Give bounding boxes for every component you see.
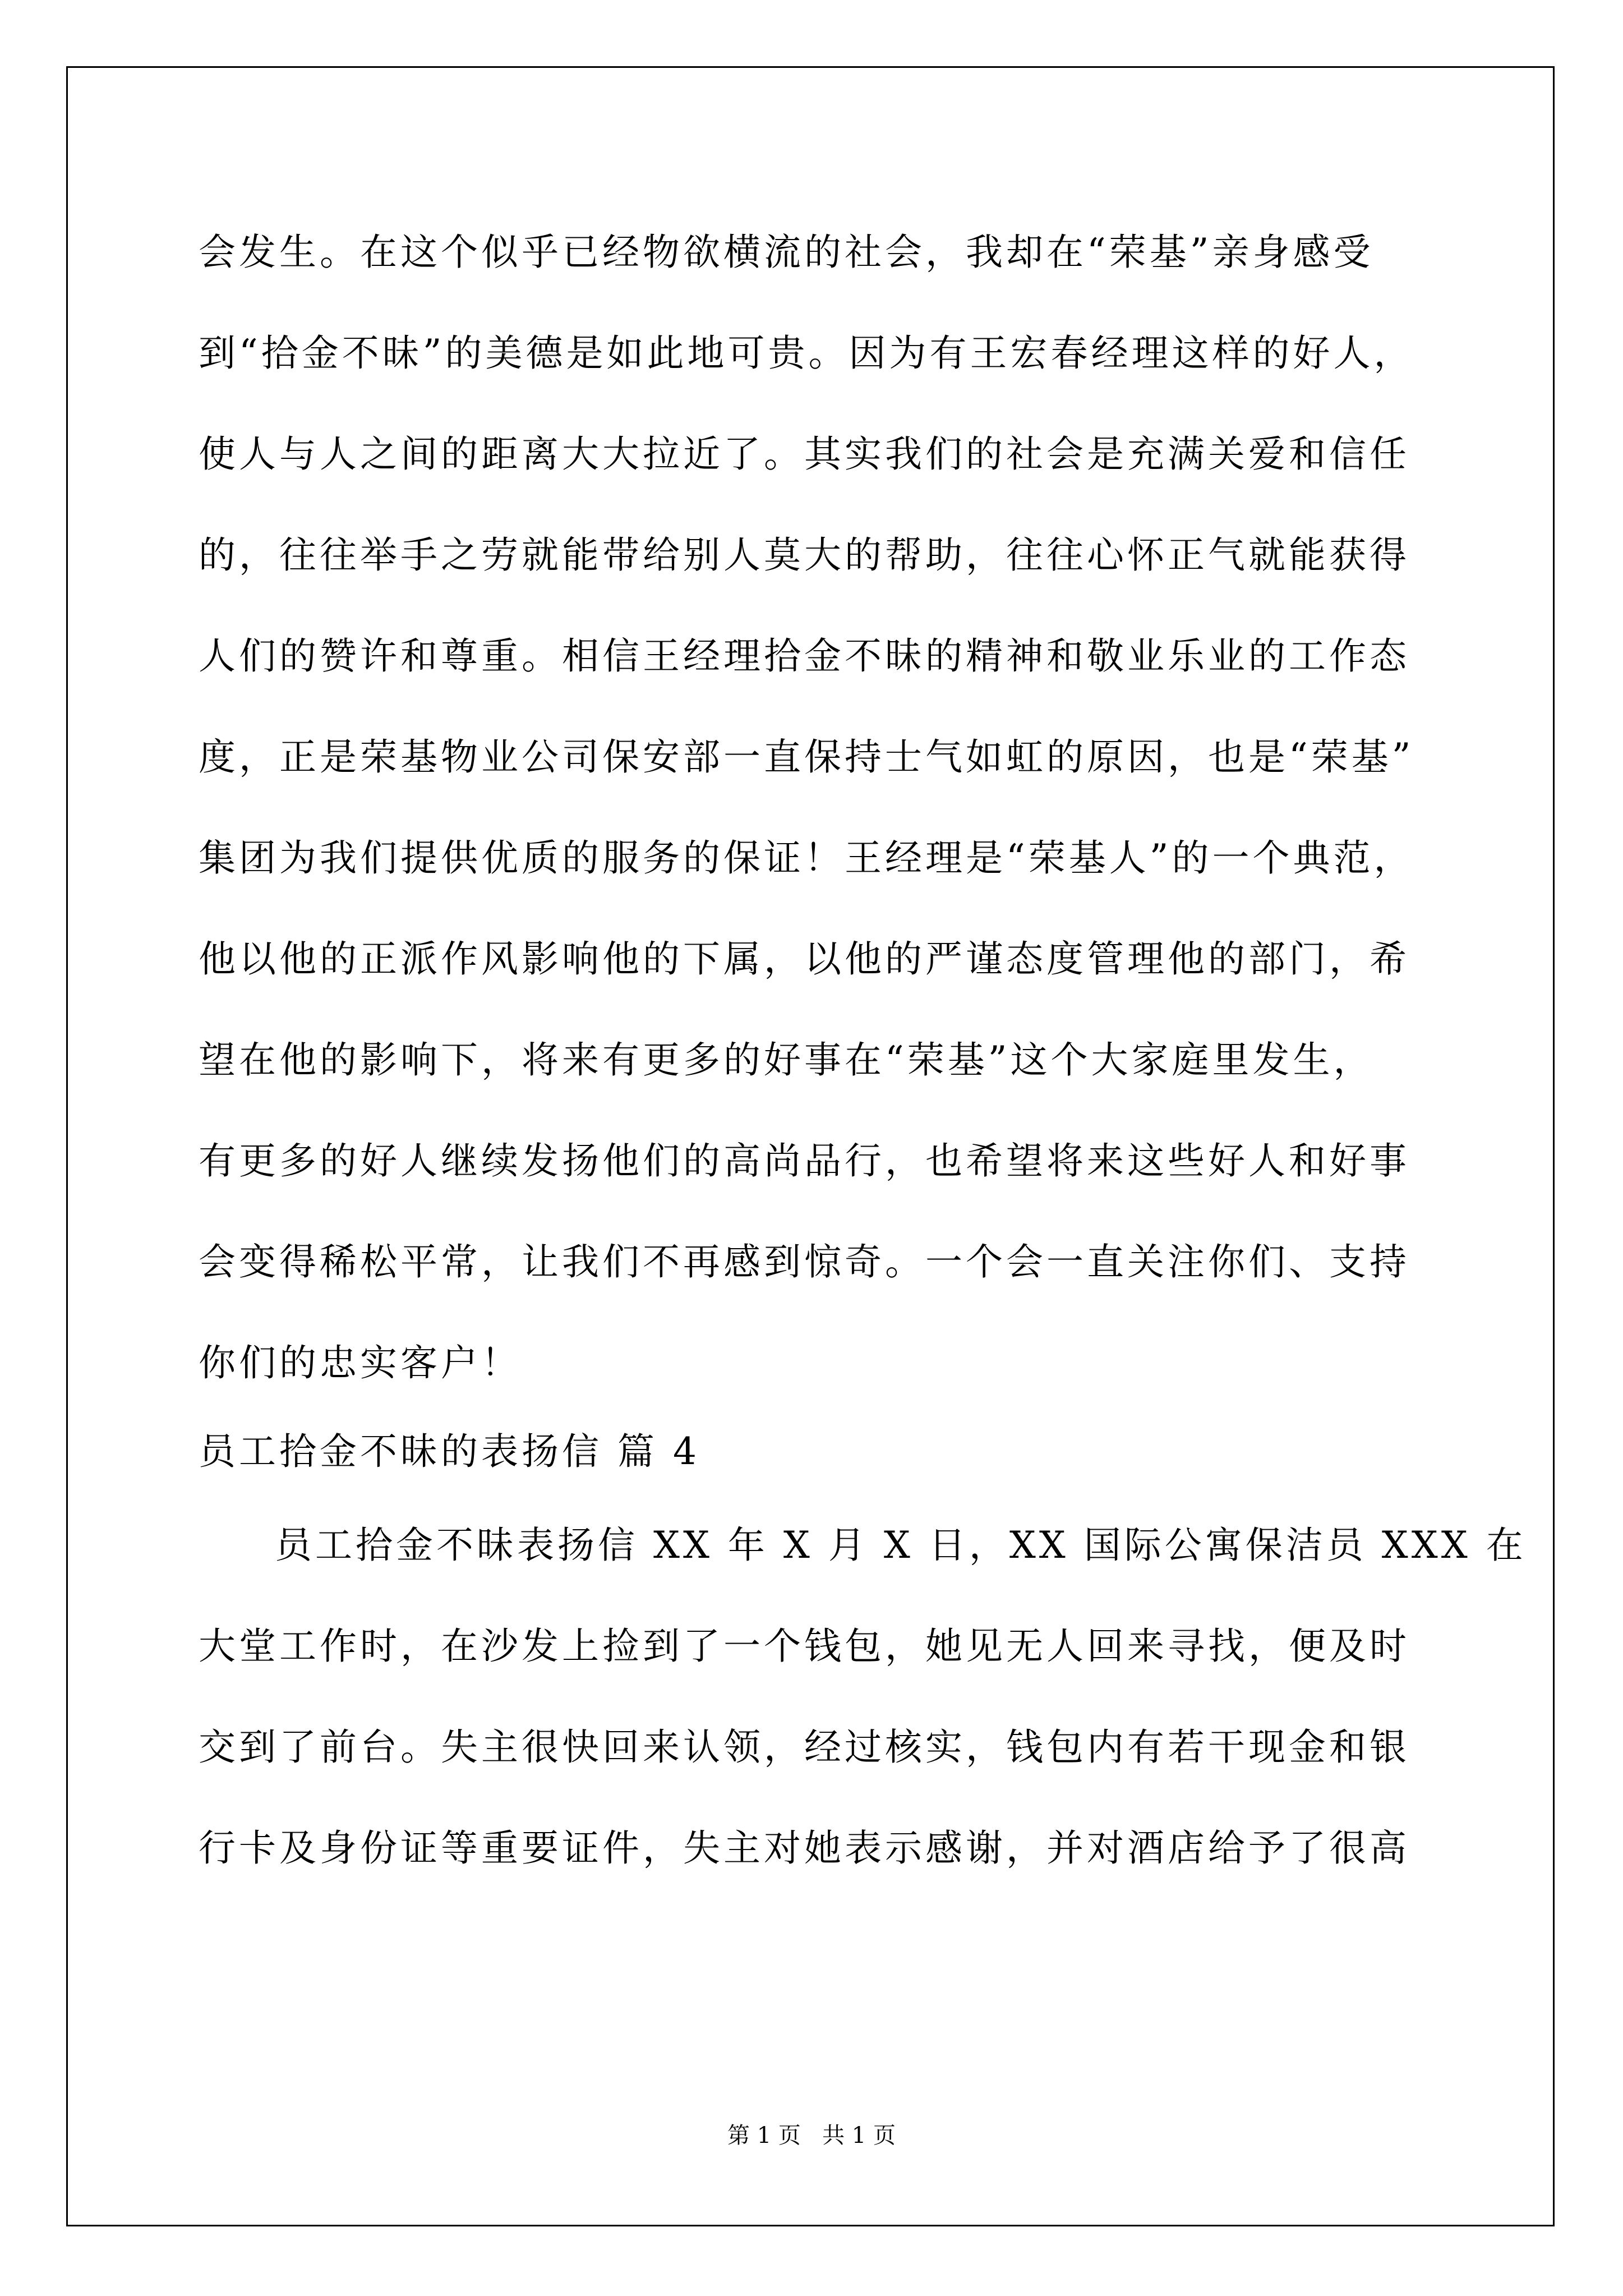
body-line: 大堂工作时，在沙发上捡到了一个钱包，她见无人回来寻找，便及时 (199, 1625, 1410, 1668)
section-heading: 员工拾金不昧的表扬信 篇 4 (199, 1430, 700, 1473)
body-line: 有更多的好人继续发扬他们的高尚品行，也希望将来这些好人和好事 (199, 1139, 1410, 1182)
body-line: 会变得稀松平常，让我们不再感到惊奇。一个会一直关注你们、支持 (199, 1240, 1410, 1283)
body-line: 的，往往举手之劳就能带给别人莫大的帮助，往往心怀正气就能获得 (199, 533, 1410, 577)
body-line: 他以他的正派作风影响他的下属，以他的严谨态度管理他的部门，希 (199, 937, 1410, 981)
body-line: 到“拾金不昧”的美德是如此地可贵。因为有王宏春经理这样的好人， (199, 332, 1414, 375)
body-line: 集团为我们提供优质的服务的保证！王经理是“荣基人”的一个典范， (199, 836, 1414, 880)
body-line: 员工拾金不昧表扬信 XX 年 X 月 X 日，XX 国际公寓保洁员 XXX 在 (275, 1524, 1527, 1567)
body-line: 会发生。在这个似乎已经物欲横流的社会，我却在“荣基”亲身感受 (199, 231, 1374, 274)
body-line: 度，正是荣基物业公司保安部一直保持士气如虹的原因，也是“荣基” (199, 735, 1414, 779)
body-line: 行卡及身份证等重要证件，失主对她表示感谢，并对酒店给予了很高 (199, 1826, 1410, 1870)
body-line: 交到了前台。失主很快回来认领，经过核实，钱包内有若干现金和银 (199, 1726, 1410, 1769)
body-line: 人们的赞许和尊重。相信王经理拾金不昧的精神和敬业乐业的工作态 (199, 634, 1410, 678)
body-line: 使人与人之间的距离大大拉近了。其实我们的社会是充满关爱和信任 (199, 432, 1410, 476)
page-footer: 第 1 页 共 1 页 (727, 2123, 896, 2148)
body-line: 你们的忠实客户！ (199, 1341, 522, 1384)
body-line: 望在他的影响下，将来有更多的好事在“荣基”这个大家庭里发生， (199, 1038, 1374, 1082)
